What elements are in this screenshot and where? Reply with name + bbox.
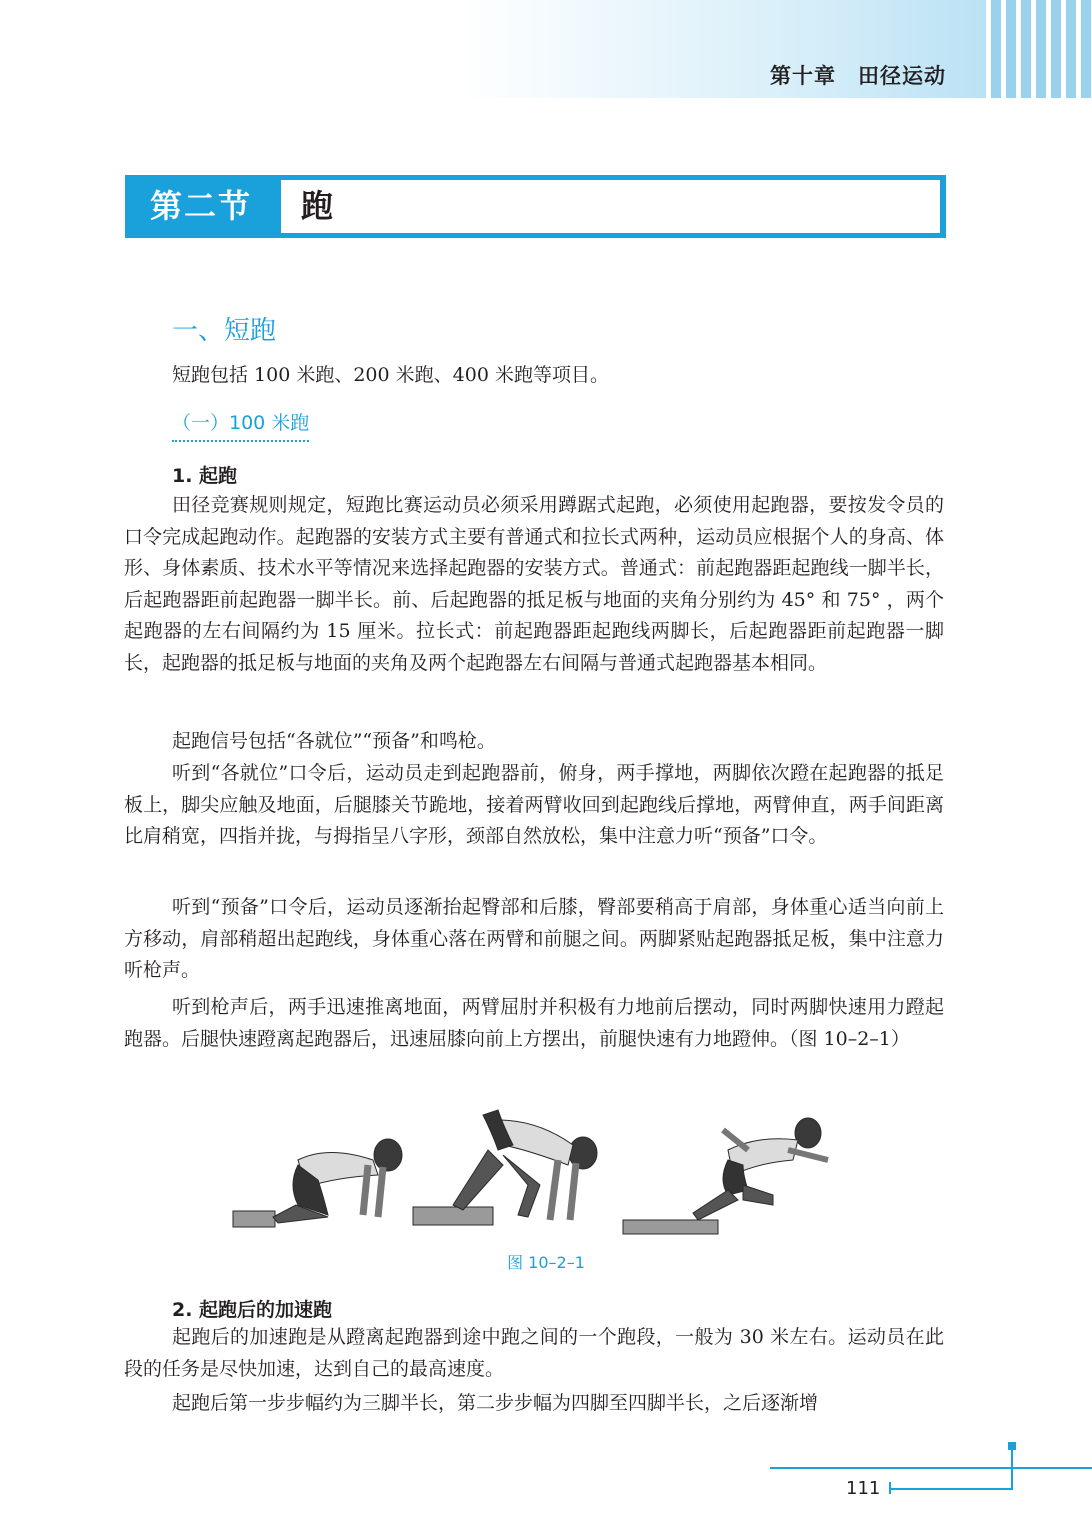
drive-phase-athlete — [623, 1118, 828, 1234]
paragraph-acceleration: 起跑后的加速跑是从蹬离起跑器到途中跑之间的一个跑段，一般为 30 米左右。运动员在此段的任务是尽快加速，达到自己的最高速度。 — [124, 1326, 944, 1380]
paragraph-stride: 起跑后第一步步幅约为三脚半长，第二步步幅为四脚至四脚半长，之后逐渐增 — [172, 1392, 819, 1414]
page-number: 111 — [846, 1478, 881, 1499]
running-head: 第十章 田径运动 — [770, 63, 946, 88]
paragraph-start-signals: 起跑信号包括“各就位”“预备”和鸣枪。 — [172, 730, 496, 752]
paragraph-start-rules: 田径竞赛规则规定，短跑比赛运动员必须采用蹲踞式起跑，必须使用起跑器，要按发令员的口令完成起跑动作。起跑器的安装方式主要有普通式和拉长式两种，运动员应根据个人的身高、体形、身体素质、技术水平等情况来选择起跑器的安装方式。普通式：前起跑器距起跑线一脚半长，后起跑器距前起跑器一脚半长。前、后起跑器的抵足板与地面的夹角分别约为 45° 和 75° ，两个起跑器的左右间隔约为 15 厘米。拉长式：前起跑器距起跑线两脚长，后起跑器距前起跑器一脚长，起跑器的抵足板与地面的夹角及两个起跑器左右间隔与普通式起跑器基本相同。 — [124, 494, 944, 674]
header-stripes — [986, 0, 1092, 98]
heading-100m: （一）100 米跑 — [172, 408, 309, 442]
section-number: 第二节 — [149, 187, 252, 225]
footer-tick — [889, 1482, 891, 1494]
subheading-start: 1. 起跑 — [172, 465, 238, 487]
on-your-marks-athlete — [233, 1139, 402, 1227]
paragraph-on-your-marks: 听到“各就位”口令后，运动员走到起跑器前，俯身，两手撑地，两脚依次蹬在起跑器的抵足板上，脚尖应触及地面，后腿膝关节跪地，接着两臂收回到起跑线后撑地，两臂伸直，两手间距离比肩稍宽，四指并拢，与拇指呈八字形，颈部自然放松，集中注意力听“预备”口令。 — [124, 762, 944, 848]
section-title-box — [281, 180, 940, 233]
figure-caption: 图 10–2–1 — [507, 1253, 585, 1272]
section-heading-bar — [125, 175, 946, 238]
footer-vertical-rule — [1011, 1448, 1013, 1488]
paragraph-gun: 听到枪声后，两手迅速推离地面，两臂屈肘并积极有力地前后摆动，同时两脚快速用力蹬起跑器。后腿快速蹬离起跑器后，迅速屈膝向前上方摆出，前腿快速有力地蹬伸。（图 10–2–1） — [124, 996, 944, 1050]
set-athlete — [413, 1110, 597, 1225]
heading-sprint: 一、短跑 — [172, 316, 277, 346]
sprint-start-figure — [228, 1105, 848, 1245]
footer-number-rule — [890, 1488, 1013, 1490]
paragraph-set: 听到“预备”口令后，运动员逐渐抬起臀部和后膝，臀部要稍高于肩部，身体重心适当向前上方移动，肩部稍超出起跑线，身体重心落在两臂和前腿之间。两脚紧贴起跑器抵足板，集中注意力听枪声。 — [124, 896, 944, 982]
subheading-acceleration: 2. 起跑后的加速跑 — [172, 1299, 333, 1321]
section-title: 跑 — [301, 187, 334, 225]
intro-paragraph: 短跑包括 100 米跑、200 米跑、400 米跑等项目。 — [172, 364, 609, 386]
footer-rule — [770, 1467, 1092, 1469]
